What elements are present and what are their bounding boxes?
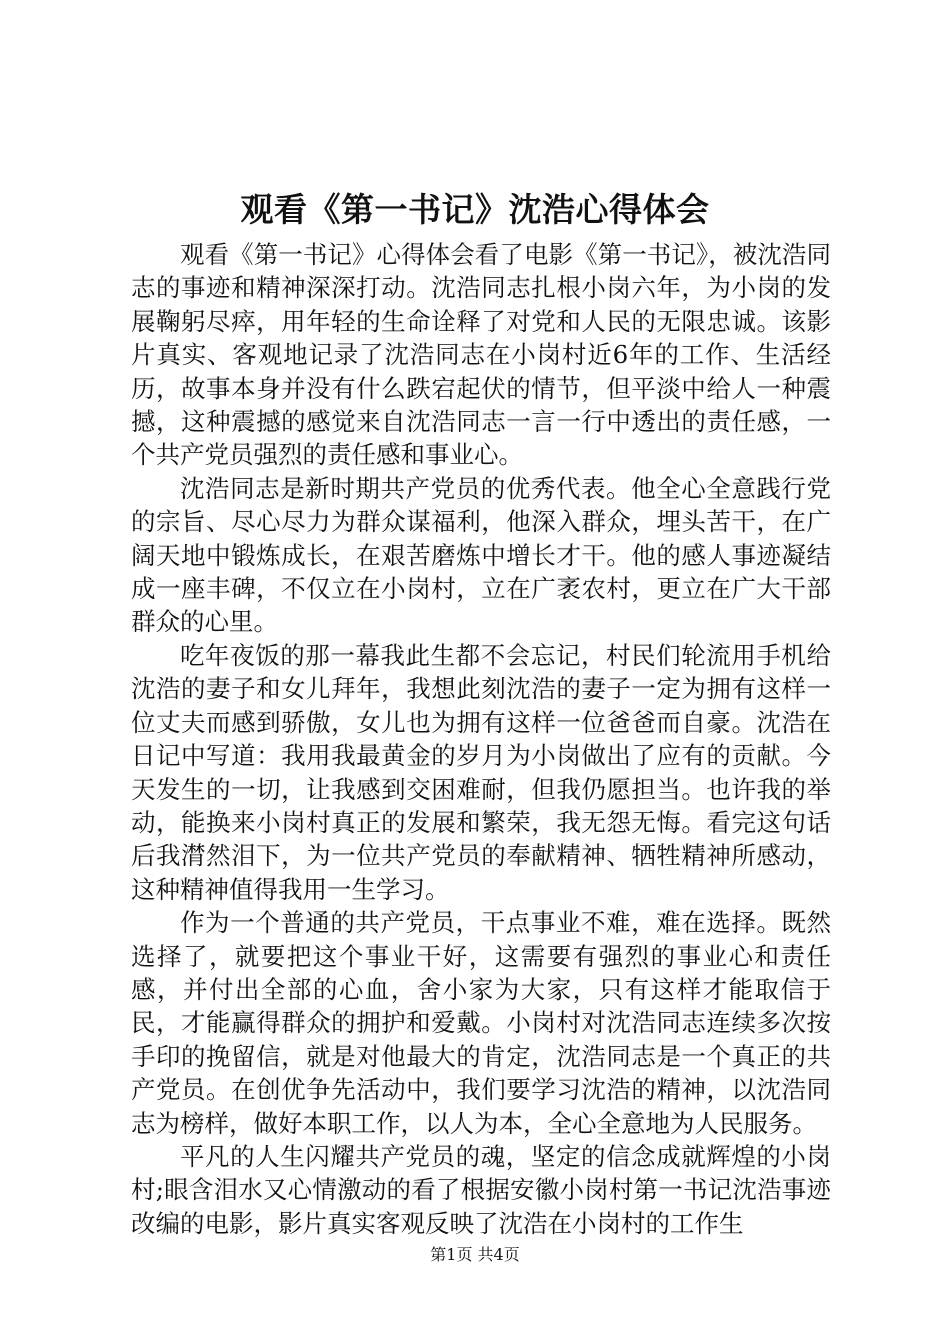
page-title: 观看《第一书记》沈浩心得体会 bbox=[240, 190, 710, 229]
page-number-footer: 第1页 共4页 bbox=[430, 1245, 520, 1264]
paragraph: 观看《第一书记》心得体会看了电影《第一书记》，被沈浩同志的事迹和精神深深打动。沈浩同志扎根小岗六年，为小岗的发展鞠躬尽瘁，用年轻的生命诠释了对党和人民的无限忠诚。该影片真实、客观地记录了沈浩同志在小岗村近6年的工作、生活经历，故事本身并没有什么跌宕起伏的情节，但平淡中给人一种震撼，这种震撼的感觉来自沈浩同志一言一行中透出的责任感，一个共产党员强烈的责任感和事业心。 bbox=[131, 240, 831, 470]
paragraph: 吃年夜饭的那一幕我此生都不会忘记，村民们轮流用手机给沈浩的妻子和女儿拜年，我想此刻沈浩的妻子一定为拥有这样一位丈夫而感到骄傲，女儿也为拥有这样一位爸爸而自豪。沈浩在日记中写道：我用我最黄金的岁月为小岗做出了应有的贡献。今天发生的一切，让我感到交困难耐，但我仍愿担当。也许我的举动，能换来小岗村真正的发展和繁荣，我无怨无悔。看完这句话后我潸然泪下，为一位共产党员的奉献精神、牺牲精神所感动，这种精神值得我用一生学习。 bbox=[131, 640, 831, 904]
paragraph: 作为一个普通的共产党员，干点事业不难，难在选择。既然选择了，就要把这个事业干好，这需要有强烈的事业心和责任感，并付出全部的心血，舍小家为大家，只有这样才能取信于民，才能赢得群众的拥护和爱戴。小岗村对沈浩同志连续多次按手印的挽留信，就是对他最大的肯定，沈浩同志是一个真正的共产党员。在创优争先活动中，我们要学习沈浩的精神，以沈浩同志为榜样，做好本职工作，以人为本，全心全意地为人民服务。 bbox=[131, 908, 831, 1138]
paragraph: 平凡的人生闪耀共产党员的魂，坚定的信念成就辉煌的小岗村;眼含泪水又心情激动的看了根据安徽小岗村第一书记沈浩事迹改编的电影，影片真实客观反映了沈浩在小岗村的工作生 bbox=[131, 1141, 831, 1238]
paragraph: 沈浩同志是新时期共产党员的优秀代表。他全心全意践行党的宗旨、尽心尽力为群众谋福利，他深入群众，埋头苦干，在广阔天地中锻炼成长，在艰苦磨炼中增长才干。他的感人事迹凝结成一座丰碑，不仅立在小岗村，立在广袤农村，更立在广大干部群众的心里。 bbox=[131, 473, 831, 637]
document-body bbox=[131, 238, 831, 1240]
